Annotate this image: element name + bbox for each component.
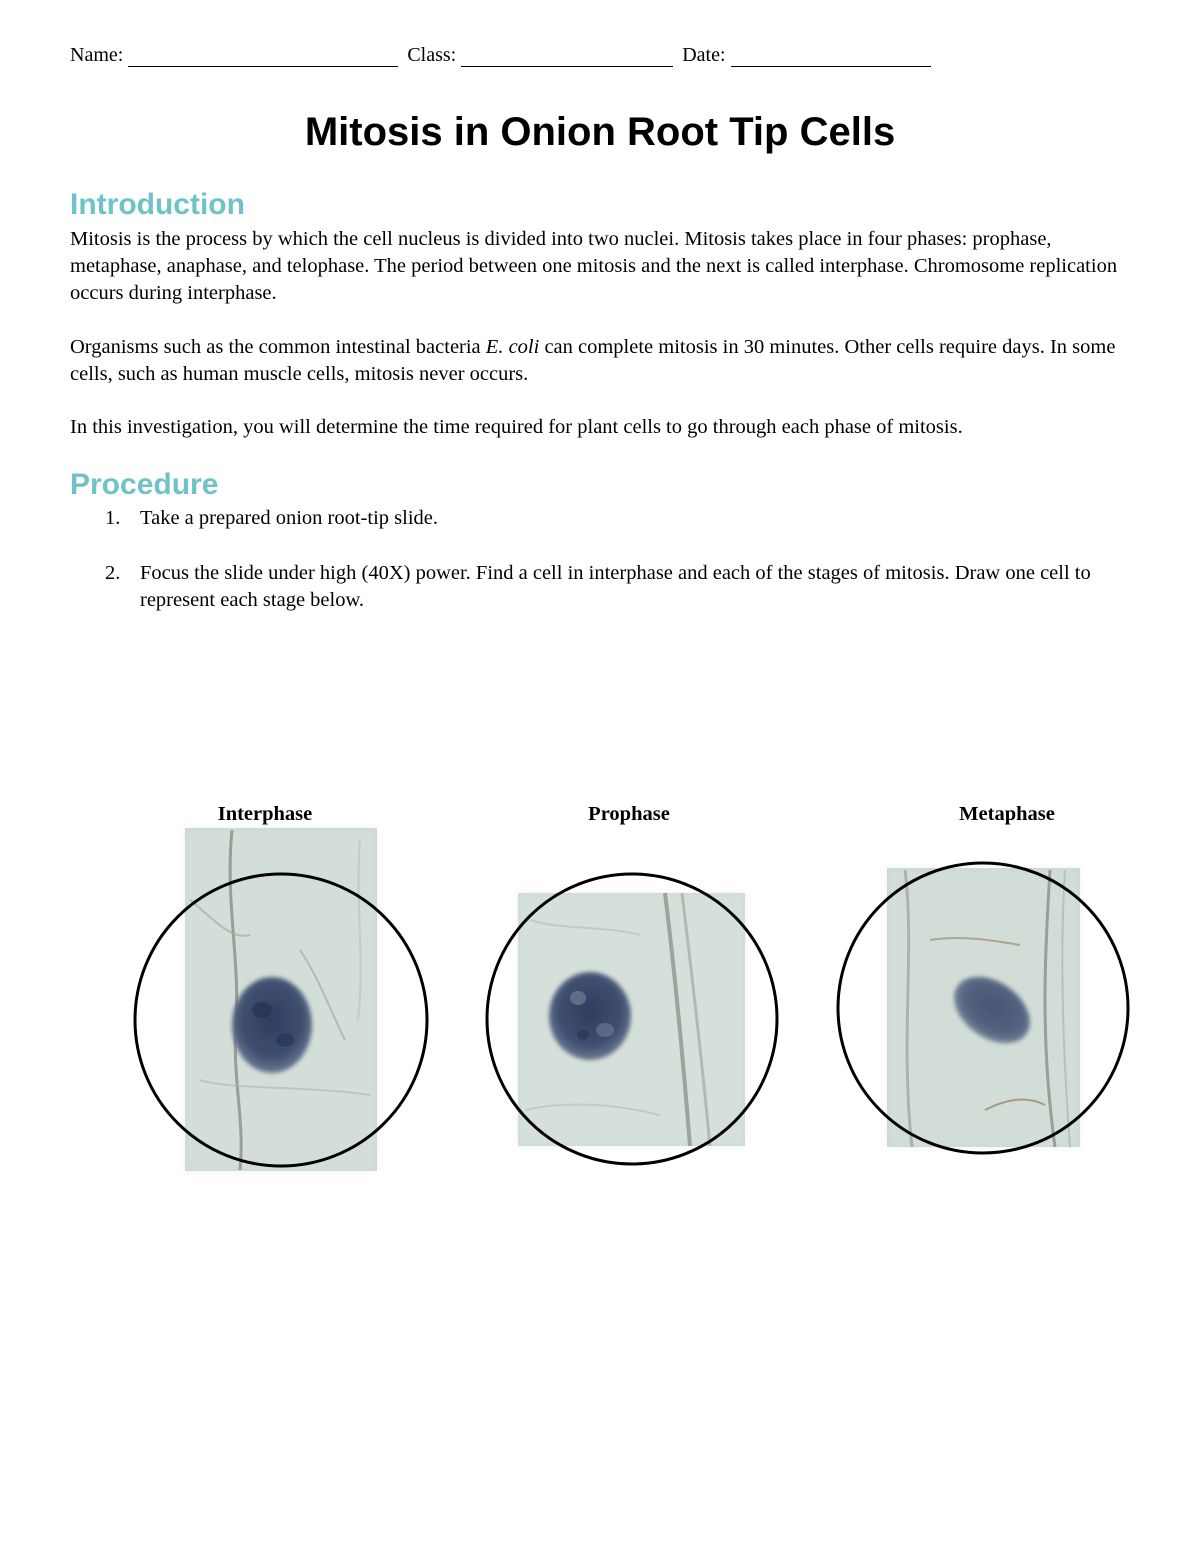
intro-paragraph-1: Mitosis is the process by which the cell nucleus is divided into two nuclei. Mitosis takes place in four phases: prophase, metaphase, anaphase, and telophase. The period between one mitosis and the next is called interphase. Chromosome replication occurs during interphase. [70, 228, 1118, 304]
page-title: Mitosis in Onion Root Tip Cells [304, 110, 896, 154]
metaphase-label: Metaphase [959, 803, 1055, 825]
prophase-drawing [487, 874, 777, 1164]
step-number: 1. [105, 507, 121, 529]
prophase-micrograph [518, 893, 745, 1146]
prophase-label: Prophase [588, 803, 670, 825]
interphase-drawing [135, 828, 427, 1171]
step-number: 2. [105, 562, 121, 584]
metaphase-drawing [838, 863, 1128, 1153]
species-name: E. coli [485, 336, 540, 358]
intro-paragraph-2-start: Organisms such as the common intestinal bacteria [70, 336, 486, 358]
intro-paragraph-3: In this investigation, you will determine the time required for plant cells to go through each phase of mitosis. [70, 416, 963, 438]
name-label: Name: [70, 44, 124, 66]
date-label: Date: [682, 44, 726, 66]
introduction-heading: Introduction [70, 188, 245, 221]
step-text: Focus the slide under high (40X) power. Find a cell in interphase and each of the stages of mitosis. Draw one cell to represent each stage below. [140, 562, 1091, 611]
interphase-label: Interphase [217, 803, 313, 825]
class-label: Class: [407, 44, 457, 66]
interphase-micrograph [185, 828, 377, 1171]
step-text: Take a prepared onion root-tip slide. [140, 507, 438, 529]
metaphase-micrograph [887, 868, 1080, 1147]
intro-paragraph-2-end: can complete mitosis in 30 minutes. Other cells require days. In some cells, such as human muscle cells, mitosis never occurs. [70, 336, 1116, 385]
procedure-heading: Procedure [70, 468, 219, 501]
